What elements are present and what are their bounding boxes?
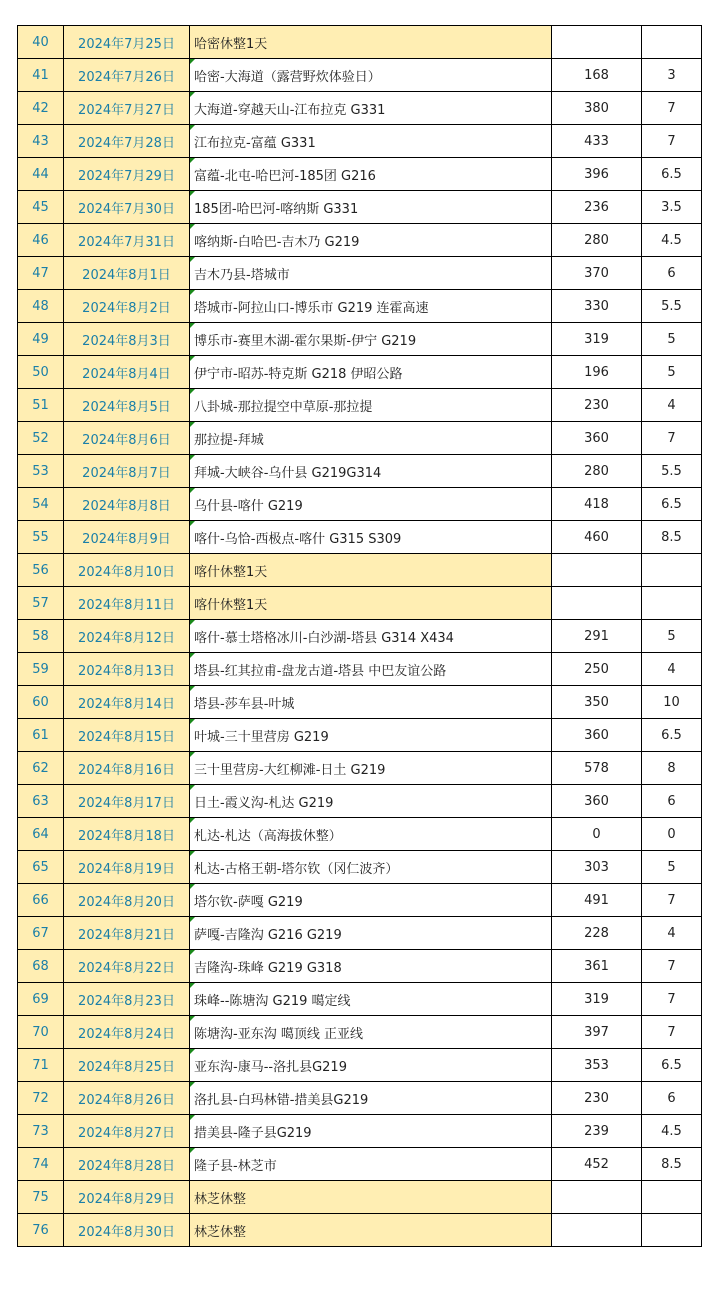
distance-cell[interactable]: 280 xyxy=(552,224,642,257)
distance-cell[interactable]: 250 xyxy=(552,653,642,686)
route-cell[interactable]: 林芝休整 xyxy=(190,1181,552,1214)
route-cell[interactable]: 萨嘎-吉隆沟 G216 G219 xyxy=(190,917,552,950)
table-row xyxy=(18,125,702,158)
hours-cell[interactable] xyxy=(642,26,702,59)
day-index-cell[interactable]: 72 xyxy=(18,1082,64,1115)
table-row xyxy=(18,620,702,653)
day-index-cell[interactable]: 62 xyxy=(18,752,64,785)
table-row xyxy=(18,851,702,884)
distance-cell[interactable]: 433 xyxy=(552,125,642,158)
route-cell[interactable]: 乌什县-喀什 G219 xyxy=(190,488,552,521)
hours-cell[interactable]: 6 xyxy=(642,785,702,818)
hours-cell[interactable]: 7 xyxy=(642,983,702,1016)
table-row xyxy=(18,59,702,92)
route-cell[interactable]: 富蕴-北屯-哈巴河-185团 G216 xyxy=(190,158,552,191)
route-cell[interactable]: 塔县-莎车县-叶城 xyxy=(190,686,552,719)
date-cell[interactable]: 2024年8月13日 xyxy=(64,653,190,686)
table-row xyxy=(18,917,702,950)
distance-cell[interactable]: 397 xyxy=(552,1016,642,1049)
hours-cell[interactable]: 4 xyxy=(642,389,702,422)
date-cell[interactable]: 2024年7月29日 xyxy=(64,158,190,191)
date-cell[interactable]: 2024年8月28日 xyxy=(64,1148,190,1181)
route-cell[interactable]: 185团-哈巴河-喀纳斯 G331 xyxy=(190,191,552,224)
route-cell[interactable]: 亚东沟-康马--洛扎县G219 xyxy=(190,1049,552,1082)
distance-cell[interactable]: 353 xyxy=(552,1049,642,1082)
hours-cell[interactable]: 4 xyxy=(642,653,702,686)
route-cell[interactable]: 那拉提-拜城 xyxy=(190,422,552,455)
table-row xyxy=(18,1148,702,1181)
route-cell[interactable]: 叶城-三十里营房 G219 xyxy=(190,719,552,752)
table-row xyxy=(18,818,702,851)
date-cell[interactable]: 2024年7月27日 xyxy=(64,92,190,125)
date-cell[interactable]: 2024年8月18日 xyxy=(64,818,190,851)
hours-cell[interactable]: 7 xyxy=(642,884,702,917)
itinerary-table xyxy=(17,25,702,1247)
day-index-cell[interactable]: 66 xyxy=(18,884,64,917)
date-cell[interactable]: 2024年8月10日 xyxy=(64,554,190,587)
distance-cell[interactable]: 578 xyxy=(552,752,642,785)
distance-cell[interactable]: 370 xyxy=(552,257,642,290)
route-cell[interactable]: 喀什-乌恰-西极点-喀什 G315 S309 xyxy=(190,521,552,554)
day-index-cell[interactable]: 53 xyxy=(18,455,64,488)
day-index-cell[interactable]: 48 xyxy=(18,290,64,323)
route-cell[interactable]: 林芝休整 xyxy=(190,1214,552,1247)
hours-cell[interactable] xyxy=(642,1181,702,1214)
day-index-cell[interactable]: 42 xyxy=(18,92,64,125)
distance-cell[interactable]: 418 xyxy=(552,488,642,521)
day-index-cell[interactable]: 51 xyxy=(18,389,64,422)
hours-cell[interactable]: 3 xyxy=(642,59,702,92)
table-row xyxy=(18,290,702,323)
table-row xyxy=(18,653,702,686)
hours-cell[interactable]: 6.5 xyxy=(642,488,702,521)
day-index-cell[interactable]: 63 xyxy=(18,785,64,818)
table-row xyxy=(18,26,702,59)
route-cell[interactable]: 珠峰--陈塘沟 G219 噶定线 xyxy=(190,983,552,1016)
table-row xyxy=(18,323,702,356)
day-index-cell[interactable]: 52 xyxy=(18,422,64,455)
hours-cell[interactable]: 7 xyxy=(642,1016,702,1049)
day-index-cell[interactable]: 76 xyxy=(18,1214,64,1247)
distance-cell[interactable] xyxy=(552,587,642,620)
hours-cell[interactable]: 6 xyxy=(642,257,702,290)
route-cell[interactable]: 伊宁市-昭苏-特克斯 G218 伊昭公路 xyxy=(190,356,552,389)
date-cell[interactable]: 2024年8月22日 xyxy=(64,950,190,983)
table-row xyxy=(18,191,702,224)
hours-cell[interactable]: 7 xyxy=(642,950,702,983)
route-cell[interactable]: 洛扎县-白玛林错-措美县G219 xyxy=(190,1082,552,1115)
distance-cell[interactable]: 380 xyxy=(552,92,642,125)
day-index-cell[interactable]: 61 xyxy=(18,719,64,752)
table-row xyxy=(18,554,702,587)
table-row xyxy=(18,785,702,818)
day-index-cell[interactable]: 47 xyxy=(18,257,64,290)
table-row xyxy=(18,1181,702,1214)
distance-cell[interactable]: 236 xyxy=(552,191,642,224)
route-cell[interactable]: 哈密休整1天 xyxy=(190,26,552,59)
day-index-cell[interactable]: 49 xyxy=(18,323,64,356)
table-row xyxy=(18,158,702,191)
table-row xyxy=(18,1115,702,1148)
route-cell[interactable]: 陈塘沟-亚东沟 噶顶线 正亚线 xyxy=(190,1016,552,1049)
date-cell[interactable]: 2024年8月5日 xyxy=(64,389,190,422)
route-cell[interactable]: 喀纳斯-白哈巴-吉木乃 G219 xyxy=(190,224,552,257)
route-cell[interactable]: 塔县-红其拉甫-盘龙古道-塔县 中巴友谊公路 xyxy=(190,653,552,686)
table-row xyxy=(18,686,702,719)
table-row xyxy=(18,884,702,917)
distance-cell[interactable]: 330 xyxy=(552,290,642,323)
distance-cell[interactable]: 396 xyxy=(552,158,642,191)
date-cell[interactable]: 2024年8月30日 xyxy=(64,1214,190,1247)
day-index-cell[interactable]: 65 xyxy=(18,851,64,884)
hours-cell[interactable]: 4.5 xyxy=(642,224,702,257)
table-row xyxy=(18,92,702,125)
distance-cell[interactable]: 452 xyxy=(552,1148,642,1181)
table-row xyxy=(18,752,702,785)
distance-cell[interactable]: 360 xyxy=(552,719,642,752)
distance-cell[interactable]: 319 xyxy=(552,983,642,1016)
distance-cell[interactable]: 280 xyxy=(552,455,642,488)
table-row xyxy=(18,389,702,422)
hours-cell[interactable]: 8.5 xyxy=(642,1148,702,1181)
route-cell[interactable]: 塔城市-阿拉山口-博乐市 G219 连霍高速 xyxy=(190,290,552,323)
day-index-cell[interactable]: 60 xyxy=(18,686,64,719)
route-cell[interactable]: 喀什休整1天 xyxy=(190,587,552,620)
hours-cell[interactable]: 8.5 xyxy=(642,521,702,554)
date-cell[interactable]: 2024年7月26日 xyxy=(64,59,190,92)
day-index-cell[interactable]: 59 xyxy=(18,653,64,686)
table-row xyxy=(18,1082,702,1115)
hours-cell[interactable]: 6.5 xyxy=(642,158,702,191)
route-cell[interactable]: 日土-霞义沟-札达 G219 xyxy=(190,785,552,818)
date-cell[interactable]: 2024年8月2日 xyxy=(64,290,190,323)
day-index-cell[interactable]: 50 xyxy=(18,356,64,389)
distance-cell[interactable]: 291 xyxy=(552,620,642,653)
hours-cell[interactable]: 0 xyxy=(642,818,702,851)
table-row xyxy=(18,257,702,290)
date-cell[interactable]: 2024年8月24日 xyxy=(64,1016,190,1049)
distance-cell[interactable]: 350 xyxy=(552,686,642,719)
table-row xyxy=(18,950,702,983)
date-cell[interactable]: 2024年8月21日 xyxy=(64,917,190,950)
hours-cell[interactable]: 5 xyxy=(642,620,702,653)
table-row xyxy=(18,1016,702,1049)
hours-cell[interactable]: 4.5 xyxy=(642,1115,702,1148)
hours-cell[interactable]: 7 xyxy=(642,422,702,455)
hours-cell[interactable] xyxy=(642,554,702,587)
route-cell[interactable]: 哈密-大海道（露营野炊体验日） xyxy=(190,59,552,92)
date-cell[interactable]: 2024年8月29日 xyxy=(64,1181,190,1214)
date-cell[interactable]: 2024年8月17日 xyxy=(64,785,190,818)
route-cell[interactable]: 喀什-慕士塔格冰川-白沙湖-塔县 G314 X434 xyxy=(190,620,552,653)
hours-cell[interactable]: 5 xyxy=(642,851,702,884)
table-row xyxy=(18,983,702,1016)
distance-cell[interactable]: 319 xyxy=(552,323,642,356)
distance-cell[interactable]: 0 xyxy=(552,818,642,851)
route-cell[interactable]: 塔尔钦-萨嘎 G219 xyxy=(190,884,552,917)
hours-cell[interactable]: 10 xyxy=(642,686,702,719)
hours-cell[interactable]: 4 xyxy=(642,917,702,950)
date-cell[interactable]: 2024年8月26日 xyxy=(64,1082,190,1115)
route-cell[interactable]: 札达-札达（高海拔休整） xyxy=(190,818,552,851)
hours-cell[interactable]: 5 xyxy=(642,323,702,356)
date-cell[interactable]: 2024年8月20日 xyxy=(64,884,190,917)
distance-cell[interactable] xyxy=(552,26,642,59)
day-index-cell[interactable]: 75 xyxy=(18,1181,64,1214)
date-cell[interactable]: 2024年8月23日 xyxy=(64,983,190,1016)
distance-cell[interactable] xyxy=(552,1214,642,1247)
date-cell[interactable]: 2024年8月14日 xyxy=(64,686,190,719)
table-row xyxy=(18,1214,702,1247)
day-index-cell[interactable]: 43 xyxy=(18,125,64,158)
day-index-cell[interactable]: 70 xyxy=(18,1016,64,1049)
date-cell[interactable]: 2024年8月4日 xyxy=(64,356,190,389)
itinerary-rows xyxy=(18,26,702,1247)
route-cell[interactable]: 博乐市-赛里木湖-霍尔果斯-伊宁 G219 xyxy=(190,323,552,356)
distance-cell[interactable]: 239 xyxy=(552,1115,642,1148)
distance-cell[interactable]: 460 xyxy=(552,521,642,554)
date-cell[interactable]: 2024年7月31日 xyxy=(64,224,190,257)
day-index-cell[interactable]: 55 xyxy=(18,521,64,554)
distance-cell[interactable]: 196 xyxy=(552,356,642,389)
date-cell[interactable]: 2024年8月9日 xyxy=(64,521,190,554)
date-cell[interactable]: 2024年8月8日 xyxy=(64,488,190,521)
distance-cell[interactable]: 230 xyxy=(552,1082,642,1115)
day-index-cell[interactable]: 44 xyxy=(18,158,64,191)
distance-cell[interactable] xyxy=(552,1181,642,1214)
distance-cell[interactable]: 360 xyxy=(552,785,642,818)
table-row xyxy=(18,224,702,257)
distance-cell[interactable]: 360 xyxy=(552,422,642,455)
date-cell[interactable]: 2024年7月28日 xyxy=(64,125,190,158)
day-index-cell[interactable]: 58 xyxy=(18,620,64,653)
date-cell[interactable]: 2024年8月16日 xyxy=(64,752,190,785)
table-row xyxy=(18,488,702,521)
hours-cell[interactable]: 5.5 xyxy=(642,455,702,488)
date-cell[interactable]: 2024年8月7日 xyxy=(64,455,190,488)
date-cell[interactable]: 2024年8月27日 xyxy=(64,1115,190,1148)
route-cell[interactable]: 喀什休整1天 xyxy=(190,554,552,587)
date-cell[interactable]: 2024年8月15日 xyxy=(64,719,190,752)
distance-cell[interactable]: 228 xyxy=(552,917,642,950)
day-index-cell[interactable]: 57 xyxy=(18,587,64,620)
table-row xyxy=(18,356,702,389)
date-cell[interactable]: 2024年8月19日 xyxy=(64,851,190,884)
route-cell[interactable]: 江布拉克-富蕴 G331 xyxy=(190,125,552,158)
table-row xyxy=(18,587,702,620)
hours-cell[interactable]: 7 xyxy=(642,125,702,158)
hours-cell[interactable]: 8 xyxy=(642,752,702,785)
hours-cell[interactable] xyxy=(642,587,702,620)
hours-cell[interactable]: 6.5 xyxy=(642,719,702,752)
route-cell[interactable]: 八卦城-那拉提空中草原-那拉提 xyxy=(190,389,552,422)
date-cell[interactable]: 2024年8月3日 xyxy=(64,323,190,356)
hours-cell[interactable]: 5.5 xyxy=(642,290,702,323)
day-index-cell[interactable]: 71 xyxy=(18,1049,64,1082)
hours-cell[interactable]: 6.5 xyxy=(642,1049,702,1082)
day-index-cell[interactable]: 64 xyxy=(18,818,64,851)
distance-cell[interactable]: 230 xyxy=(552,389,642,422)
hours-cell[interactable]: 5 xyxy=(642,356,702,389)
day-index-cell[interactable]: 67 xyxy=(18,917,64,950)
table-row xyxy=(18,1049,702,1082)
table-row xyxy=(18,521,702,554)
route-cell[interactable]: 三十里营房-大红柳滩-日土 G219 xyxy=(190,752,552,785)
table-row xyxy=(18,455,702,488)
route-cell[interactable]: 隆子县-林芝市 xyxy=(190,1148,552,1181)
date-cell[interactable]: 2024年8月12日 xyxy=(64,620,190,653)
day-index-cell[interactable]: 45 xyxy=(18,191,64,224)
day-index-cell[interactable]: 74 xyxy=(18,1148,64,1181)
day-index-cell[interactable]: 46 xyxy=(18,224,64,257)
date-cell[interactable]: 2024年8月6日 xyxy=(64,422,190,455)
hours-cell[interactable] xyxy=(642,1214,702,1247)
date-cell[interactable]: 2024年7月25日 xyxy=(64,26,190,59)
date-cell[interactable]: 2024年8月1日 xyxy=(64,257,190,290)
date-cell[interactable]: 2024年8月11日 xyxy=(64,587,190,620)
day-index-cell[interactable]: 68 xyxy=(18,950,64,983)
day-index-cell[interactable]: 54 xyxy=(18,488,64,521)
date-cell[interactable]: 2024年7月30日 xyxy=(64,191,190,224)
hours-cell[interactable]: 7 xyxy=(642,92,702,125)
route-cell[interactable]: 吉隆沟-珠峰 G219 G318 xyxy=(190,950,552,983)
distance-cell[interactable]: 491 xyxy=(552,884,642,917)
day-index-cell[interactable]: 73 xyxy=(18,1115,64,1148)
route-cell[interactable]: 大海道-穿越天山-江布拉克 G331 xyxy=(190,92,552,125)
date-cell[interactable]: 2024年8月25日 xyxy=(64,1049,190,1082)
route-cell[interactable]: 拜城-大峡谷-乌什县 G219G314 xyxy=(190,455,552,488)
route-cell[interactable]: 措美县-隆子县G219 xyxy=(190,1115,552,1148)
hours-cell[interactable]: 6 xyxy=(642,1082,702,1115)
route-cell[interactable]: 吉木乃县-塔城市 xyxy=(190,257,552,290)
distance-cell[interactable] xyxy=(552,554,642,587)
table-row xyxy=(18,422,702,455)
distance-cell[interactable]: 361 xyxy=(552,950,642,983)
route-cell[interactable]: 札达-古格王朝-塔尔钦（冈仁波齐） xyxy=(190,851,552,884)
distance-cell[interactable]: 303 xyxy=(552,851,642,884)
day-index-cell[interactable]: 69 xyxy=(18,983,64,1016)
distance-cell[interactable]: 168 xyxy=(552,59,642,92)
day-index-cell[interactable]: 56 xyxy=(18,554,64,587)
day-index-cell[interactable]: 40 xyxy=(18,26,64,59)
table-row xyxy=(18,719,702,752)
day-index-cell[interactable]: 41 xyxy=(18,59,64,92)
hours-cell[interactable]: 3.5 xyxy=(642,191,702,224)
